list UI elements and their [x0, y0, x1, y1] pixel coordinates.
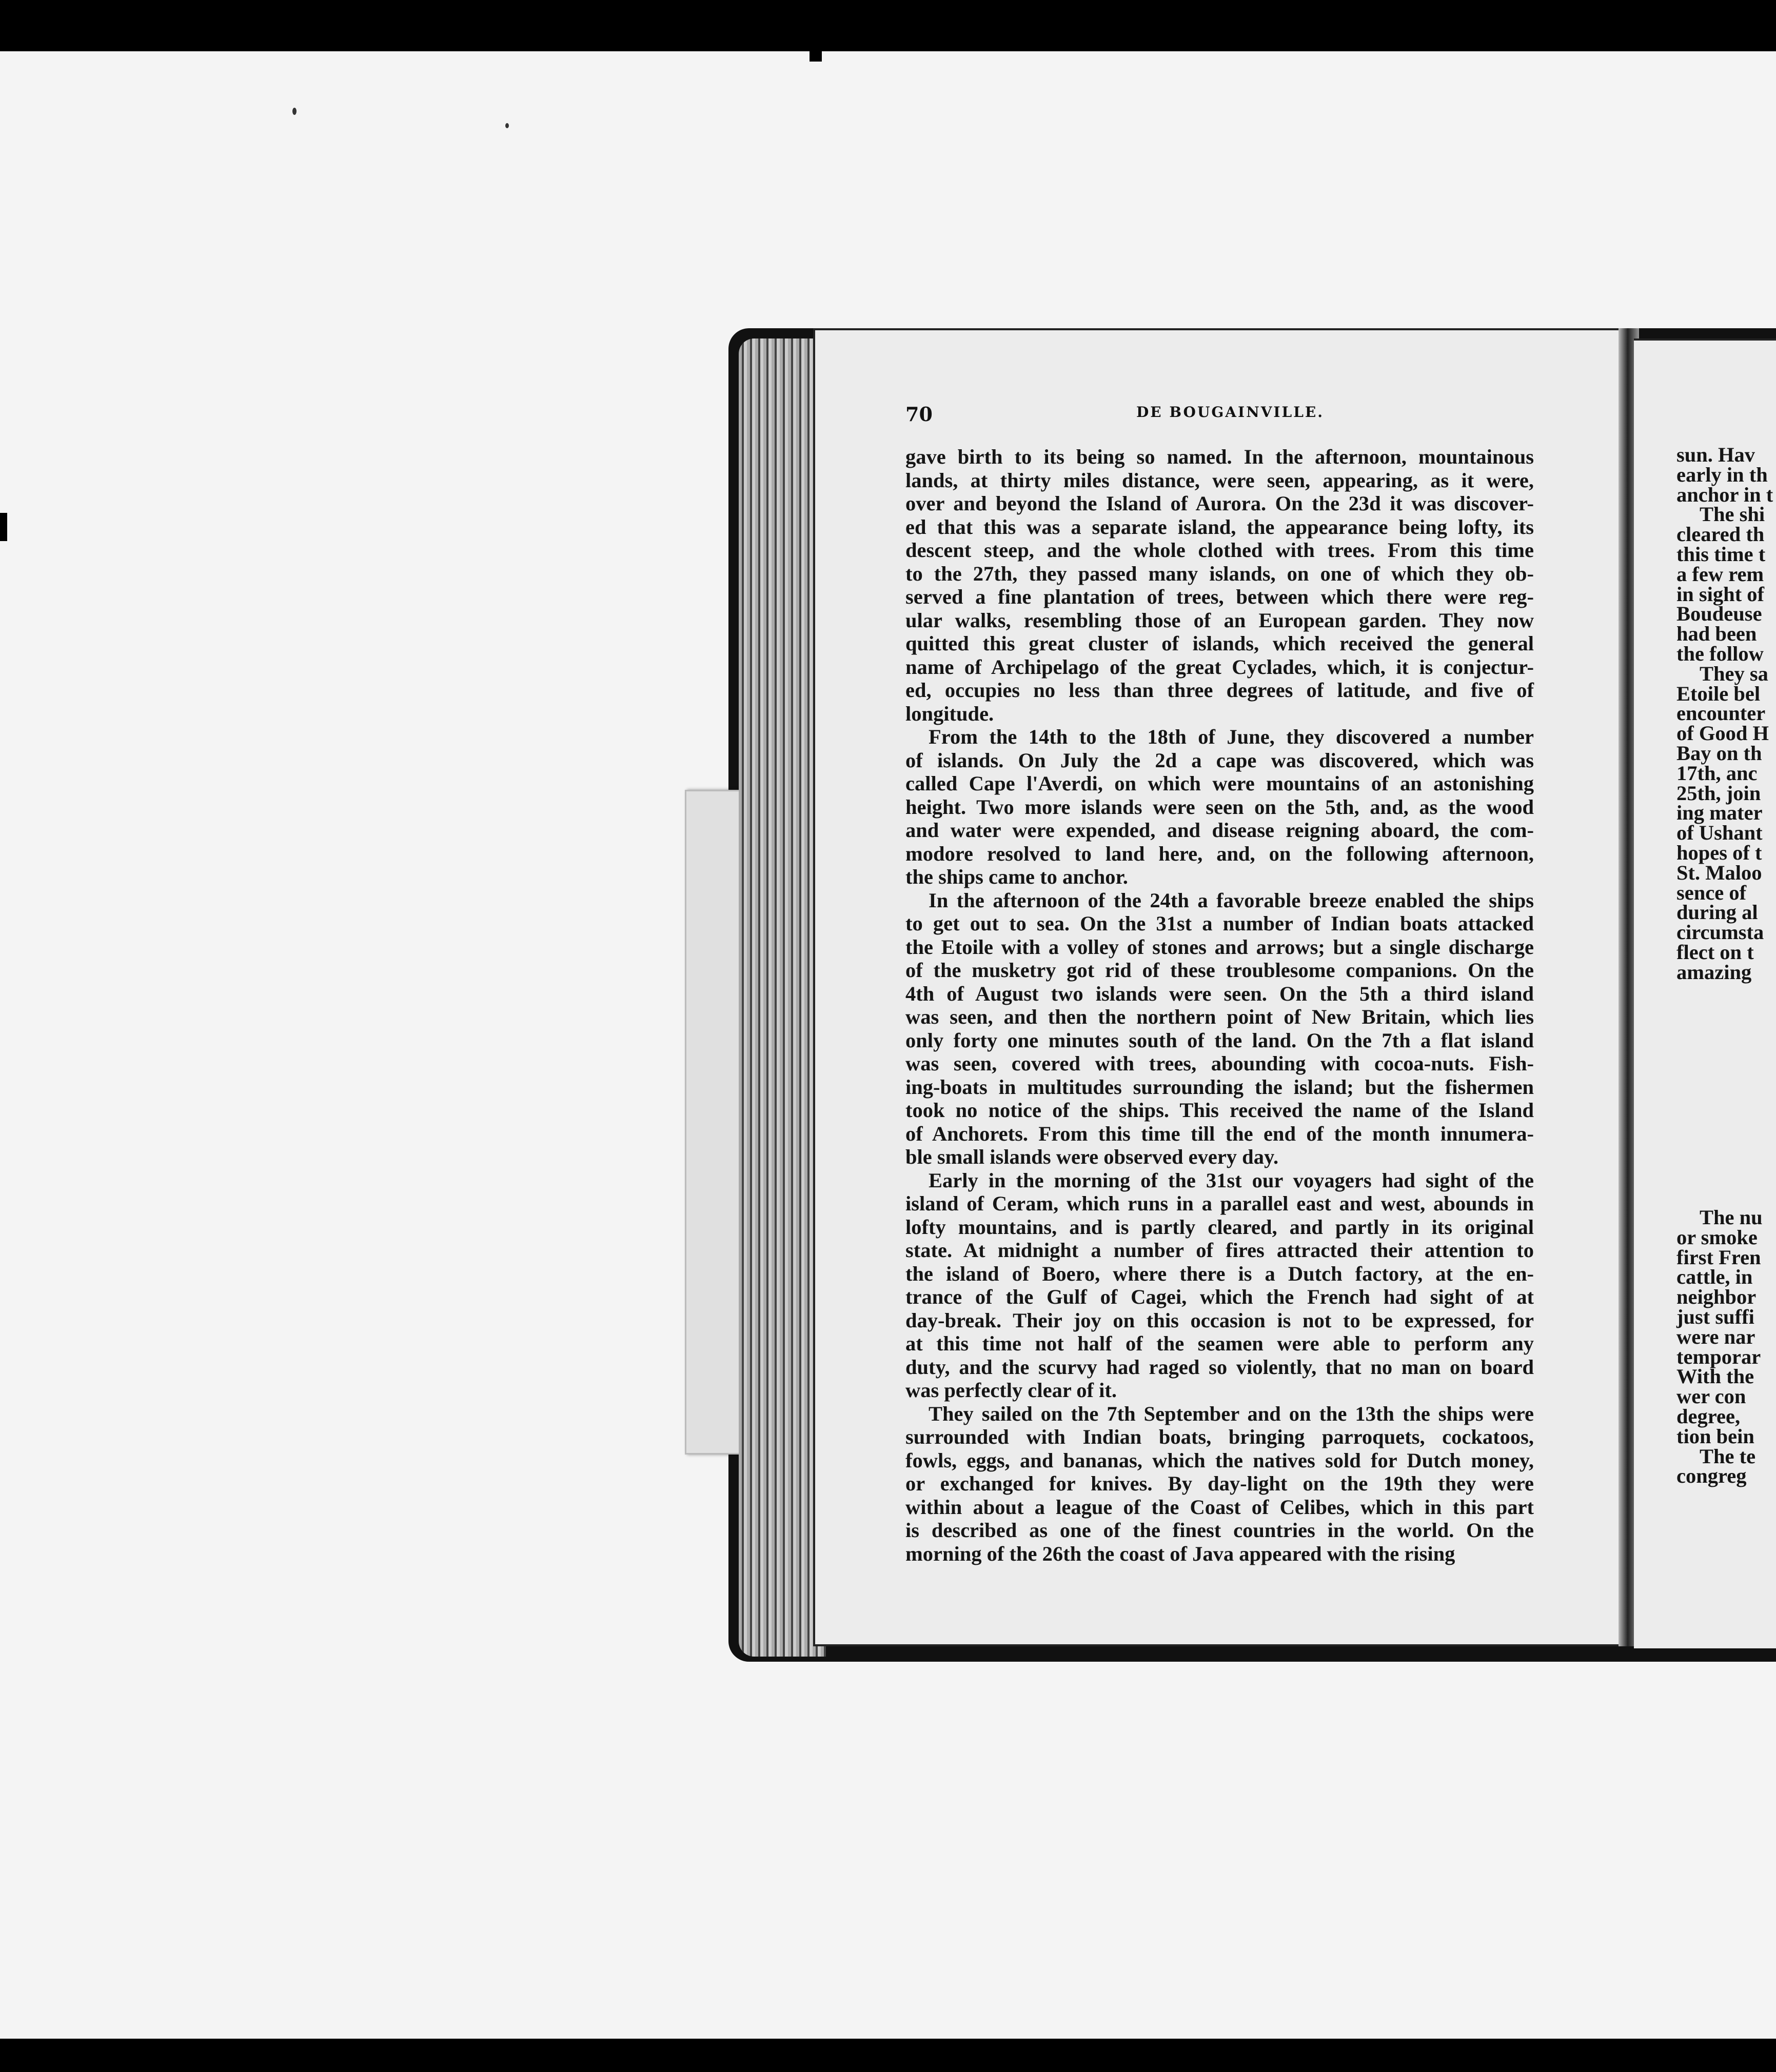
text-line: served a fine plantation of trees, between which there were reg- — [905, 585, 1534, 608]
text-line: were nar — [1676, 1325, 1755, 1348]
dust-speck — [505, 123, 509, 128]
text-line: over and beyond the Island of Aurora. On the 23d it was discover- — [905, 492, 1534, 515]
text-line: descent steep, and the whole clothed with trees. From this time — [905, 539, 1534, 562]
running-title: DE BOUGAINVILLE. — [1136, 404, 1324, 421]
text-line: Bay on th — [1676, 741, 1762, 765]
text-line: ed that this was a separate island, the appearance being lofty, its — [905, 515, 1534, 539]
page-number: 70 — [905, 403, 933, 426]
left-page-body — [905, 445, 1534, 1565]
text-line: island of Ceram, which runs in a parallel east and west, abounds in — [905, 1192, 1534, 1215]
text-line: of Anchorets. From this time till the end of the month innumera- — [905, 1122, 1534, 1145]
text-line: height. Two more islands were seen on the 5th, and, as the wood — [905, 795, 1534, 819]
scan-notch — [810, 31, 822, 62]
text-line: of Good H — [1676, 722, 1769, 745]
text-line: degree, — [1676, 1404, 1741, 1428]
text-line: and water were expended, and disease reigning aboard, the com- — [905, 819, 1534, 842]
text-line: ble small islands were observed every day. — [905, 1145, 1279, 1168]
text-line: ing mater — [1676, 801, 1763, 825]
text-line: the ships came to anchor. — [905, 865, 1128, 888]
text-line: during al — [1676, 901, 1758, 924]
text-line: flect on t — [1676, 940, 1754, 964]
text-line: The te — [1700, 1444, 1756, 1468]
text-line: or exchanged for knives. By day-light on the 19th they were — [905, 1472, 1534, 1495]
text-line: name of Archipelago of the great Cyclades, which, it is conjectur- — [905, 655, 1534, 679]
text-line: of islands. On July the 2d a cape was discovered, which was — [905, 748, 1534, 772]
text-line: modore resolved to land here, and, on the following afternoon, — [905, 842, 1534, 865]
text-line: day-break. Their joy on this occasion is not to be expressed, for — [905, 1308, 1534, 1332]
text-line: at this time not half of the seamen were able to perform any — [905, 1332, 1534, 1355]
text-line: cleared th — [1676, 523, 1765, 546]
text-line: of the musketry got rid of these troublesome companions. On the — [905, 959, 1534, 982]
text-line: Early in the morning of the 31st our voyagers had sight of the — [929, 1168, 1534, 1192]
text-line: ed, occupies no less than three degrees of latitude, and five of — [905, 679, 1534, 702]
text-line: a few rem — [1676, 562, 1764, 586]
text-line: lofty mountains, and is partly cleared, and partly in its original — [905, 1215, 1534, 1239]
text-line: within about a league of the Coast of Celibes, which in this part — [905, 1495, 1534, 1519]
text-line: temporar — [1676, 1345, 1761, 1368]
text-line: anchor in t — [1676, 483, 1773, 506]
text-line: first Fren — [1676, 1245, 1761, 1269]
text-line: 25th, join — [1676, 781, 1761, 805]
text-line: early in th — [1676, 463, 1768, 486]
text-line: took no notice of the ships. This received the name of the Island — [905, 1099, 1534, 1122]
text-line: neighbor — [1676, 1285, 1757, 1309]
text-line: longitude. — [905, 702, 994, 725]
text-line: amazing — [1676, 960, 1752, 984]
text-line: the Etoile with a volley of stones and arrows; but a single discharge — [905, 935, 1534, 959]
text-line: The shi — [1700, 503, 1765, 526]
text-line: was seen, and then the northern point of New Britain, which lies — [905, 1005, 1534, 1028]
right-page-body-bottom — [1676, 1208, 1776, 1486]
text-line: ing-boats in multitudes surrounding the island; but the fishermen — [905, 1075, 1534, 1099]
text-line: duty, and the scurvy had raged so violently, that no man on board — [905, 1355, 1534, 1379]
text-line: tion bein — [1676, 1424, 1754, 1448]
text-line: to the 27th, they passed many islands, on one of which they ob- — [905, 562, 1534, 585]
text-line: just suffi — [1676, 1305, 1754, 1328]
text-line: was seen, covered with trees, abounding with cocoa-nuts. Fish- — [905, 1052, 1534, 1075]
running-head — [905, 403, 1536, 428]
text-line: had been — [1676, 622, 1757, 646]
scan-edge-mark — [0, 513, 7, 541]
text-line: the island of Boero, where there is a Dutch factory, at the en- — [905, 1262, 1534, 1285]
text-line: state. At midnight a number of fires attracted their attention to — [905, 1239, 1534, 1262]
text-line: From the 14th to the 18th of June, they discovered a number — [929, 725, 1534, 748]
text-line: gave birth to its being so named. In the afternoon, mountainous — [905, 445, 1534, 468]
text-line: in sight of — [1676, 582, 1765, 606]
text-line: sence of — [1676, 881, 1747, 904]
text-line: sun. Hav — [1676, 443, 1755, 466]
text-line: Boudeuse — [1676, 602, 1762, 626]
text-line: wer con — [1676, 1385, 1746, 1408]
text-line: the follow — [1676, 642, 1764, 665]
text-line: The nu — [1700, 1206, 1763, 1229]
text-line: to get out to sea. On the 31st a number of Indian boats attacked — [905, 912, 1534, 935]
text-line: lands, at thirty miles distance, were seen, appearing, as it were, — [905, 468, 1534, 492]
text-line: cattle, in — [1676, 1265, 1753, 1289]
text-line: encounter — [1676, 702, 1766, 725]
text-line: ular walks, resembling those of an European garden. They now — [905, 608, 1534, 632]
text-line: 17th, anc — [1676, 761, 1758, 785]
text-line: Etoile bel — [1676, 682, 1761, 705]
text-line: this time t — [1676, 542, 1766, 566]
text-line: is described as one of the finest countries in the world. On the — [905, 1519, 1534, 1542]
text-line: hopes of t — [1676, 841, 1762, 864]
text-line: With the — [1676, 1365, 1754, 1388]
text-line: congreg — [1676, 1464, 1747, 1488]
text-line: They sailed on the 7th September and on the 13th the ships were — [929, 1402, 1534, 1425]
text-line: only forty one minutes south of the land. On the 7th a flat island — [905, 1028, 1534, 1052]
text-line: was perfectly clear of it. — [905, 1379, 1117, 1402]
text-line: of Ushant — [1676, 821, 1763, 845]
text-line: In the afternoon of the 24th a favorable breeze enabled the ships — [929, 888, 1534, 912]
text-line: St. Maloo — [1676, 861, 1762, 884]
text-line: 4th of August two islands were seen. On the 5th a third island — [905, 982, 1534, 1005]
text-line: fowls, eggs, and bananas, which the natives sold for Dutch money, — [905, 1448, 1534, 1472]
text-line: circumsta — [1676, 921, 1764, 944]
right-page-body-top — [1676, 445, 1776, 983]
text-line: surrounded with Indian boats, bringing parroquets, cockatoos, — [905, 1425, 1534, 1448]
text-line: They sa — [1700, 662, 1768, 685]
text-line: quitted this great cluster of islands, which received the general — [905, 632, 1534, 655]
text-line: morning of the 26th the coast of Java appeared with the rising — [905, 1542, 1455, 1565]
dust-speck — [292, 108, 297, 115]
text-line: or smoke — [1676, 1225, 1758, 1249]
text-line: trance of the Gulf of Cagei, which the French had sight of at — [905, 1285, 1534, 1308]
text-line: called Cape l'Averdi, on which were mountains of an astonishing — [905, 772, 1534, 795]
